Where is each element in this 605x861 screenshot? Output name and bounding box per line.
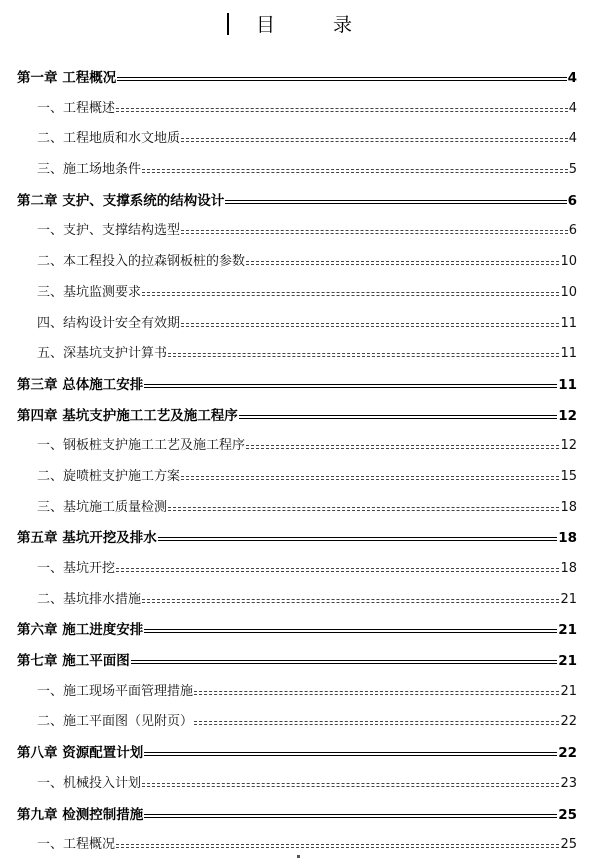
toc-chapter-entry[interactable] bbox=[0, 738, 605, 769]
toc-chapter-entry[interactable] bbox=[0, 615, 605, 646]
toc-section-entry[interactable] bbox=[0, 339, 605, 370]
table-of-contents bbox=[0, 63, 605, 861]
toc-page-number: 25 bbox=[558, 806, 577, 823]
toc-leader-line bbox=[168, 353, 559, 357]
toc-leader-line bbox=[116, 108, 568, 112]
toc-page-number: 4 bbox=[567, 70, 577, 86]
toc-leader-line bbox=[144, 814, 557, 818]
toc-leader-line bbox=[181, 323, 559, 327]
toc-entry-title: 一、机械投入计划 bbox=[37, 775, 142, 791]
toc-chapter-entry[interactable] bbox=[0, 523, 605, 554]
toc-page-number: 18 bbox=[558, 530, 577, 547]
toc-section-entry[interactable] bbox=[0, 493, 605, 524]
toc-page-number: 11 bbox=[560, 346, 577, 362]
toc-page-number: 11 bbox=[560, 315, 577, 331]
document-title: 目 录 bbox=[255, 14, 379, 36]
toc-chapter-entry[interactable] bbox=[0, 186, 605, 217]
toc-section-entry[interactable] bbox=[0, 769, 605, 800]
toc-section-entry[interactable] bbox=[0, 707, 605, 738]
title-area bbox=[0, 10, 605, 37]
toc-entry-title: 五、深基坑支护计算书 bbox=[37, 346, 168, 362]
toc-page-number: 18 bbox=[560, 561, 577, 576]
toc-entry-title: 二、旋喷桩支护施工方案 bbox=[37, 468, 181, 484]
toc-entry-title: 二、工程地质和水文地质 bbox=[37, 131, 181, 147]
toc-chapter-entry[interactable] bbox=[0, 370, 605, 401]
toc-leader-line bbox=[131, 660, 558, 664]
toc-entry-title: 二、基坑排水措施 bbox=[37, 591, 142, 607]
toc-leader-line bbox=[239, 415, 558, 419]
toc-page-number: 12 bbox=[558, 407, 577, 424]
toc-section-entry[interactable] bbox=[0, 830, 605, 861]
toc-page-number: 10 bbox=[560, 254, 577, 270]
toc-leader-line bbox=[144, 384, 557, 388]
toc-leader-line bbox=[116, 844, 559, 848]
toc-entry-title: 二、本工程投入的拉森钢板桩的参数 bbox=[37, 254, 246, 270]
toc-entry-title: 三、施工场地条件 bbox=[37, 162, 142, 178]
toc-page-number: 15 bbox=[560, 468, 577, 484]
toc-page-number: 12 bbox=[560, 438, 577, 454]
toc-section-entry[interactable] bbox=[0, 431, 605, 462]
toc-page-number: 22 bbox=[558, 745, 577, 762]
toc-leader-line bbox=[194, 721, 559, 725]
toc-page-number: 22 bbox=[560, 714, 577, 730]
toc-section-entry[interactable] bbox=[0, 278, 605, 309]
toc-page-number: 21 bbox=[558, 622, 577, 639]
toc-entry-title: 第五章 基坑开挖及排水 bbox=[17, 530, 157, 547]
toc-page-number: 4 bbox=[568, 131, 577, 147]
toc-page-number: 21 bbox=[558, 653, 577, 670]
toc-section-entry[interactable] bbox=[0, 585, 605, 616]
toc-leader-line bbox=[181, 476, 559, 480]
toc-entry-title: 二、施工平面图（见附页） bbox=[37, 714, 194, 730]
toc-leader-line bbox=[246, 261, 559, 265]
toc-leader-line bbox=[142, 783, 559, 787]
toc-entry-title: 三、基坑监测要求 bbox=[37, 284, 142, 300]
toc-section-entry[interactable] bbox=[0, 247, 605, 278]
toc-page-number: 6 bbox=[568, 223, 577, 239]
toc-page-number: 6 bbox=[567, 192, 577, 209]
toc-page-number: 23 bbox=[560, 775, 577, 791]
toc-chapter-entry[interactable] bbox=[0, 401, 605, 432]
toc-chapter-entry[interactable] bbox=[0, 800, 605, 831]
toc-entry-title: 第八章 资源配置计划 bbox=[17, 745, 144, 762]
toc-leader-line bbox=[181, 138, 568, 142]
toc-leader-line bbox=[246, 445, 559, 449]
toc-entry-title: 第一章 工程概况 bbox=[17, 70, 117, 86]
page-marker bbox=[297, 855, 300, 858]
toc-entry-title: 第七章 施工平面图 bbox=[17, 653, 130, 670]
toc-page-number: 18 bbox=[560, 499, 577, 515]
toc-section-entry[interactable] bbox=[0, 94, 605, 125]
text-cursor bbox=[227, 13, 229, 35]
toc-entry-title: 一、工程概述 bbox=[37, 100, 116, 116]
toc-page-number: 21 bbox=[560, 591, 577, 607]
toc-section-entry[interactable] bbox=[0, 309, 605, 340]
toc-page-number: 10 bbox=[560, 284, 577, 300]
toc-entry-title: 一、支护、支撑结构选型 bbox=[37, 223, 181, 239]
toc-leader-line bbox=[142, 292, 559, 296]
toc-chapter-entry[interactable] bbox=[0, 646, 605, 677]
toc-section-entry[interactable] bbox=[0, 462, 605, 493]
toc-leader-line bbox=[194, 691, 559, 695]
toc-leader-line bbox=[158, 537, 558, 541]
toc-page-number: 21 bbox=[560, 683, 577, 699]
toc-leader-line bbox=[144, 629, 557, 633]
toc-entry-title: 第六章 施工进度安排 bbox=[17, 622, 144, 639]
toc-leader-line bbox=[142, 169, 568, 173]
toc-leader-line bbox=[142, 599, 559, 603]
toc-leader-line bbox=[117, 77, 566, 81]
toc-leader-line bbox=[168, 507, 559, 511]
toc-section-entry[interactable] bbox=[0, 216, 605, 247]
toc-leader-line bbox=[181, 230, 568, 234]
toc-page-number: 11 bbox=[558, 376, 577, 393]
toc-entry-title: 一、施工现场平面管理措施 bbox=[37, 683, 194, 699]
toc-entry-title: 四、结构设计安全有效期 bbox=[37, 315, 181, 331]
toc-section-entry[interactable] bbox=[0, 554, 605, 585]
toc-page-number: 25 bbox=[560, 837, 577, 853]
toc-entry-title: 三、基坑施工质量检测 bbox=[37, 499, 168, 515]
toc-leader-line bbox=[225, 200, 566, 204]
toc-entry-title: 第二章 支护、支撑系统的结构设计 bbox=[17, 192, 225, 209]
toc-section-entry[interactable] bbox=[0, 155, 605, 186]
toc-leader-line bbox=[144, 752, 557, 756]
toc-page-number: 4 bbox=[568, 100, 577, 116]
toc-chapter-entry[interactable] bbox=[0, 63, 605, 94]
toc-entry-title: 第九章 检测控制措施 bbox=[17, 806, 144, 823]
toc-section-entry[interactable] bbox=[0, 677, 605, 708]
toc-entry-title: 一、钢板桩支护施工工艺及施工程序 bbox=[37, 438, 246, 454]
toc-leader-line bbox=[116, 568, 559, 572]
toc-entry-title: 第四章 基坑支护施工工艺及施工程序 bbox=[17, 407, 238, 424]
toc-entry-title: 一、工程概况 bbox=[37, 837, 116, 853]
toc-entry-title: 一、基坑开挖 bbox=[37, 561, 116, 576]
toc-page-number: 5 bbox=[568, 162, 577, 178]
toc-section-entry[interactable] bbox=[0, 124, 605, 155]
toc-entry-title: 第三章 总体施工安排 bbox=[17, 376, 144, 393]
